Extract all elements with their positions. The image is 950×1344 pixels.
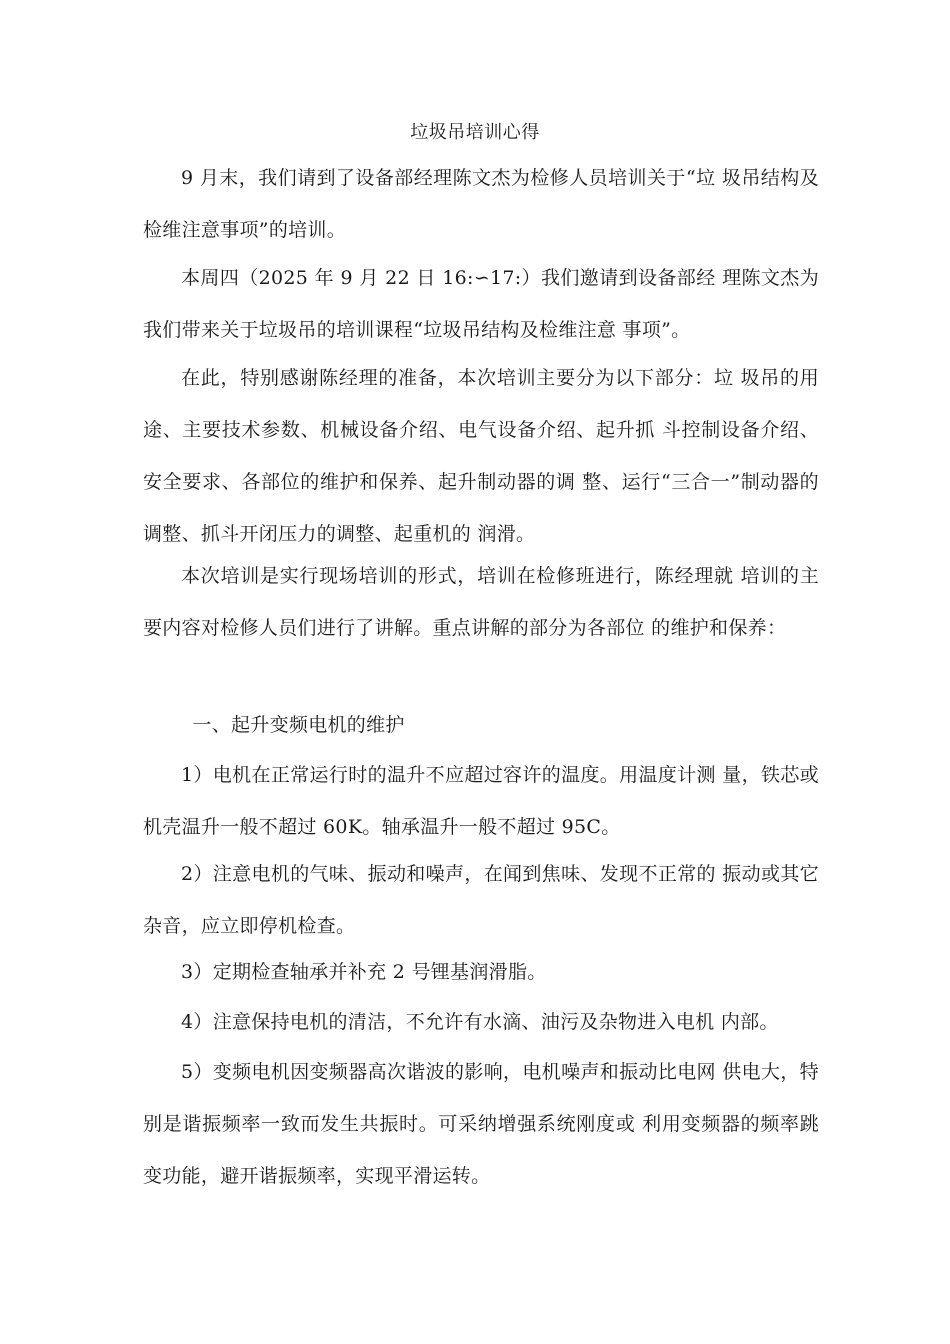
paragraph-item-1: 1）电机在正常运行时的温升不应超过容许的温度。用温度计测 量，铁芯或机壳温升一般不超过 60K。轴承温升一般不超过 95C。 [143, 764, 819, 838]
document-title: 垃圾吊培训心得 [410, 122, 540, 143]
paragraph-intro: 9 月末，我们请到了设备部经理陈文杰为检修人员培训关于“垃 圾吊结构及检维注意事项”的培训。 [143, 167, 819, 241]
paragraph-item-2: 2）注意电机的气味、振动和噪声，在闻到焦味、发现不正常的 振动或其它杂音，应立即停机检查。 [143, 863, 819, 937]
paragraph-format: 本次培训是实行现场培训的形式，培训在检修班进行，陈经理就 培训的主要内容对检修人员们进行了讲解。重点讲解的部分为各部位 的维护和保养： [143, 565, 819, 639]
paragraph-schedule: 本周四（2025 年 9 月 22 日 16:∽17:）我们邀请到设备部经 理陈文杰为我们带来关于垃圾吊的培训课程“垃圾吊结构及检维注意 事项”。 [143, 267, 819, 341]
paragraph-contents: 在此，特别感谢陈经理的准备，本次培训主要分为以下部分：垃 圾吊的用途、主要技术参数、机械设备介绍、电气设备介绍、起升抓 斗控制设备介绍、安全要求、各部位的维护和保养、起升制动器的调 整、运行“三合一”制动器的调整、抓斗开闭压力的调整、起重机的 润滑。 [143, 367, 819, 545]
paragraph-item-3: 3）定期检查轴承并补充 2 号锂基润滑脂。 [181, 961, 547, 983]
section-heading: 一、起升变频电机的维护 [192, 714, 405, 736]
paragraph-item-4: 4）注意保持电机的清洁，不允许有水滴、油污及杂物进入电机 内部。 [181, 1011, 779, 1033]
paragraph-item-5: 5）变频电机因变频器高次谐波的影响，电机噪声和振动比电网 供电大，特别是谐振频率一致而发生共振时。可采纳增强系统刚度或 利用变频器的频率跳变功能，避开谐振频率，实现平滑运转。 [143, 1061, 819, 1187]
